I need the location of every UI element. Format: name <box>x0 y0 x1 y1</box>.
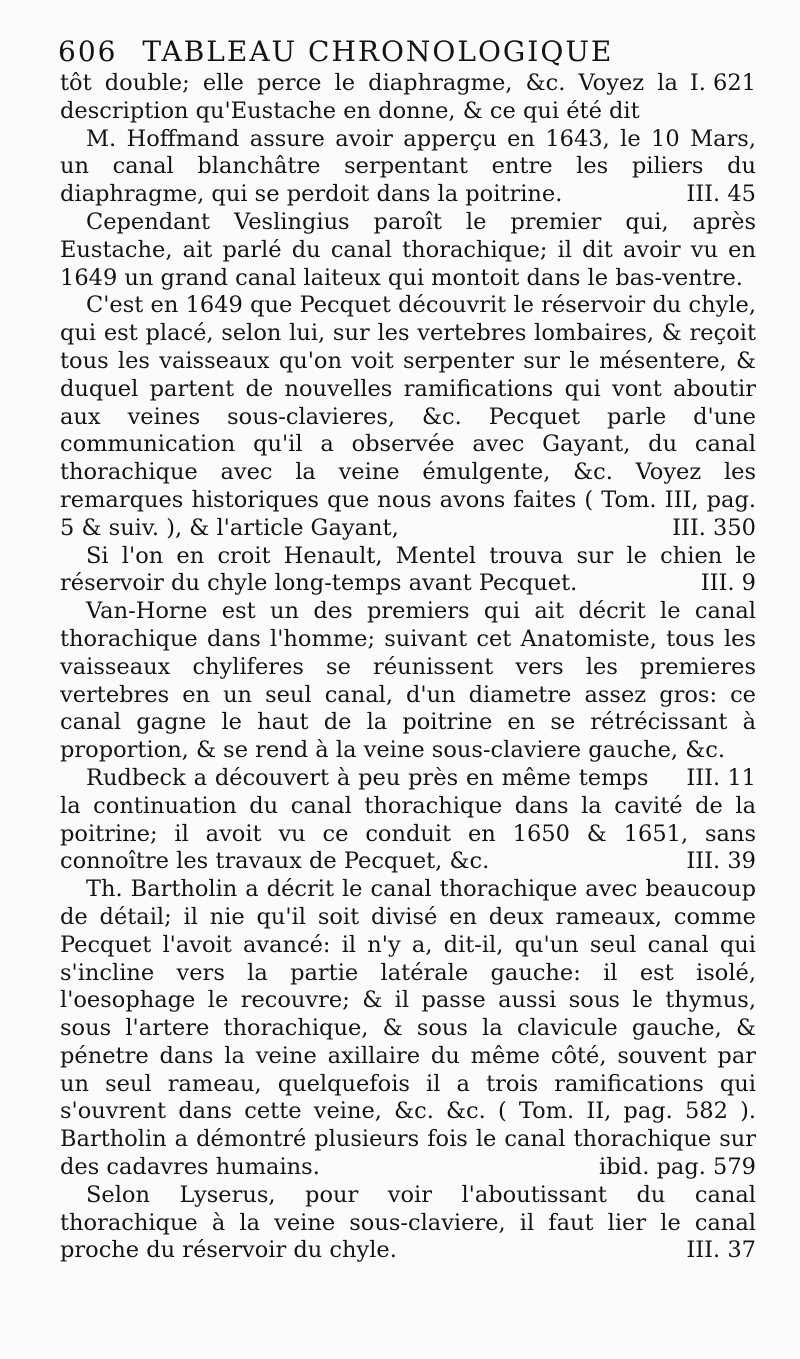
page-reference: III. 350 <box>672 514 756 541</box>
paragraph-text: M. Hoffmand assure avoir apperçu en 1643, le 10 Mars, un canal blanchâtre serpentant entre les piliers du diaphragme, qui se perdoit dans la poitrine. <box>60 125 756 208</box>
paragraph <box>60 126 756 209</box>
paragraph <box>60 543 756 599</box>
paragraph-text: Cependant Veslingius paroît le premier qui, après Eustache, ait parlé du canal thorachique; il dit avoir vu en 1649 un grand canal laiteux qui montoit dans le bas-ventre. <box>60 208 756 291</box>
paragraph-text: Van-Horne est un des premiers qui ait décrit le canal thorachique dans l'homme; suivant cet Anatomiste, tous les vaisseaux chyliferes se réunissent vers les premieres vertebres en un seul canal, d'un diametre assez gros: ce canal gagne le haut de la poitrine en se rétrécissant à proportion, & se rend à la veine sous-claviere gauche, &c. <box>60 598 756 764</box>
paragraph <box>60 70 756 126</box>
paragraph-text: Selon Lyserus, pour voir l'aboutissant du canal thorachique à la veine sous-claviere, il faut lier le canal proche du réservoir du chyle. <box>60 1181 756 1264</box>
paragraph-text: tôt double; elle perce le diaphragme, &c. Voyez la description qu'Eustache en donne, & ce qui été dit <box>60 70 678 124</box>
page-reference: III. 37 <box>686 1237 756 1264</box>
paragraph <box>60 598 756 791</box>
paragraph <box>60 1182 756 1265</box>
running-title: TABLEAU CHRONOLOGIQUE <box>142 35 614 68</box>
paragraph-text: Rudbeck a découvert à peu près en même temps la continuation du canal thorachique dans la cavité de la poitrine; il avoit vu ce conduit en 1650 & 1651, sans connoître les travaux de Pecquet, &c. <box>60 764 756 875</box>
paragraph-text: C'est en 1649 que Pecquet découvrit le réservoir du chyle, qui est placé, selon lui, sur les vertebres lombaires, & reçoit tous les vaisseaux qu'on voit serpenter sur le mésentere, & duquel partent de nouvelles ramifications qui vont aboutir aux veines sous-clavieres, &c. Pecquet parle d'une communication qu'il a observée avec Gayant, du canal thorachique avec la veine émulgente, &c. Voyez les remarques historiques que nous avons faites ( Tom. III, pag. 5 & suiv. ), & l'article Gayant, <box>60 292 756 541</box>
paragraph <box>60 292 756 542</box>
paragraph-text: Th. Bartholin a décrit le canal thorachique avec beaucoup de détail; il nie qu'il soit divisé en deux rameaux, comme Pecquet l'avoit avancé: il n'y a, dit-il, qu'un seul canal qui s'incline vers la partie latérale gauche: il est isolé, l'oesophage le recouvre; & il passe aussi sous le thymus, sous l'artere thorachique, & sous la clavicule gauche, & pénetre dans la veine axillaire du même côté, souvent par un seul rameau, quelquefois il a trois ramifications qui s'ouvrent dans cette veine, &c. &c. ( Tom. II, pag. 582 ). Bartholin a démontré plusieurs fois le canal thorachique sur des cadavres humains. <box>60 876 756 1181</box>
paragraph <box>60 765 756 876</box>
page-reference: III. 9 <box>700 570 756 597</box>
body-text <box>60 70 756 1265</box>
paragraph <box>60 876 756 1182</box>
page-reference: ibid. pag. 579 <box>599 1154 756 1181</box>
page-number: 606 <box>58 35 118 68</box>
page-reference: III. 39 <box>686 848 756 875</box>
page-header <box>58 32 758 72</box>
page-reference: I. 621 <box>689 70 756 96</box>
paragraph <box>60 209 756 292</box>
page-reference: III. 45 <box>686 181 756 208</box>
paragraph-text: Si l'on en croit Henault, Mentel trouva sur le chien le réservoir du chyle long-temps avant Pecquet. <box>60 542 756 597</box>
page-reference: III. 11 <box>686 764 756 791</box>
